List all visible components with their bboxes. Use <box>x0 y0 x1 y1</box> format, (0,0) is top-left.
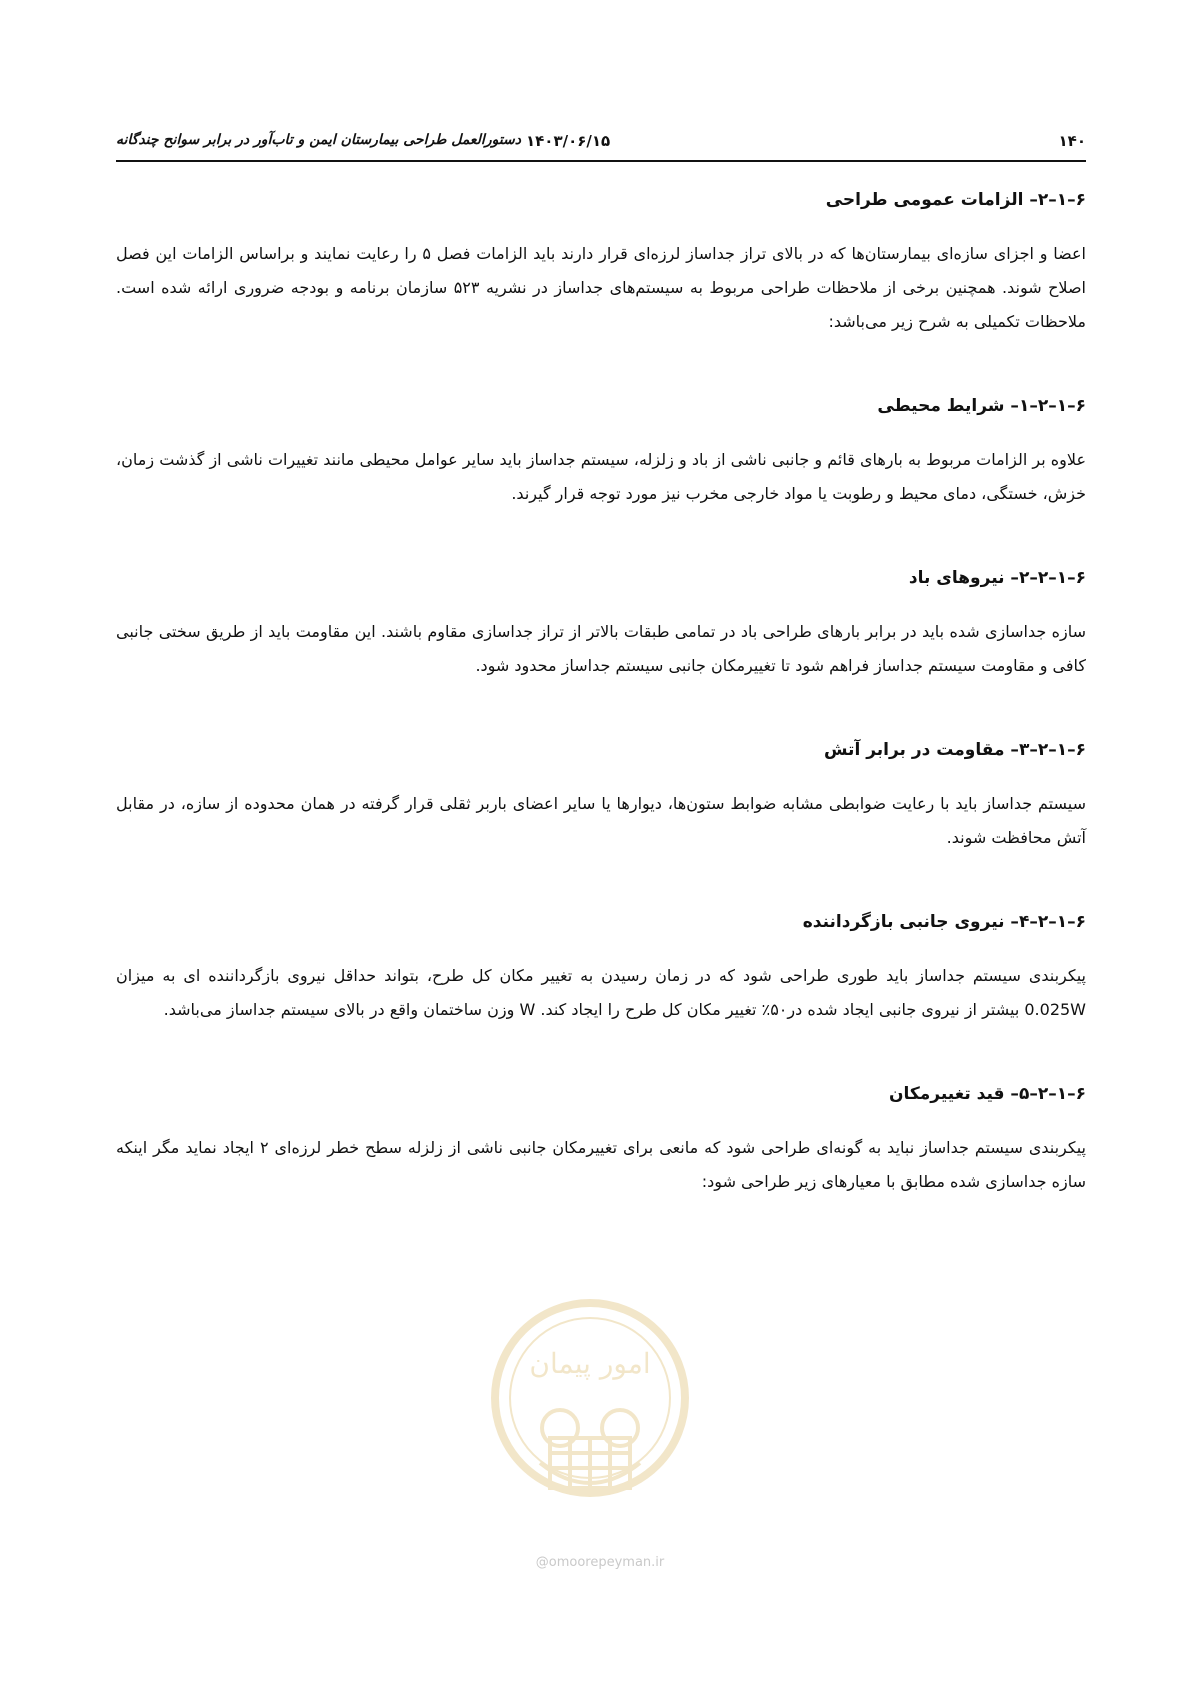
section-heading: ۶–۱–۲–۳– مقاومت در برابر آتش <box>824 740 1086 760</box>
section-restoring-force <box>116 907 1086 1027</box>
watermark-logo <box>470 1288 710 1588</box>
section-displacement-restraint <box>116 1079 1086 1199</box>
section-paragraph: سیستم جداساز باید با رعایت ضوابطی مشابه ضوابط ستون‌ها، دیوارها یا سایر اعضای باربر ثقلی قرار گرفته در همان محدوده از سازه، در مقابل آتش محافظت شوند. <box>116 794 1086 847</box>
header-date: ۱۴۰۳/۰۶/۱۵ <box>526 132 611 150</box>
watermark-url: @omoorepeyman.ir <box>535 1555 665 1570</box>
section-paragraph: علاوه بر الزامات مربوط به بارهای قائم و جانبی ناشی از باد و زلزله، سیستم جداساز باید سایر عوامل محیطی مانند تغییرات ناشی از گذشت زمان، خزش، خستگی، دمای محیط و رطوبت یا مواد خارجی مخرب نیز مورد توجه قرار گیرند. <box>116 450 1086 503</box>
section-paragraph: اعضا و اجزای سازه‌ای بیمارستان‌ها که در بالای تراز جداساز لرزه‌ای قرار دارند باید الزامات فصل ۵ را رعایت نمایند و براساس الزامات این فصل اصلاح شوند. همچنین برخی از ملاحظات طراحی مربوط به سیستم‌های جداساز در نشریه ۵۲۳ سازمان برنامه و بودجه ضروری ارائه شده است. ملاحظات تکمیلی به شرح زیر می‌باشد: <box>116 244 1086 331</box>
section-environmental-conditions <box>116 391 1086 511</box>
section-paragraph: پیکربندی سیستم جداساز نباید به گونه‌ای طراحی شود که مانعی برای تغییرمکان جانبی ناشی از زلزله سطح خطر لرزه‌ای ۲ ایجاد نماید مگر اینکه سازه جداسازی شده مطابق با معیارهای زیر طراحی شود: <box>116 1138 1086 1191</box>
section-fire-resistance <box>116 735 1086 855</box>
running-header <box>116 130 1086 162</box>
section-heading: ۶–۱–۲–۲– نیروهای باد <box>908 568 1086 588</box>
section-heading: ۶–۱–۲–۱– شرایط محیطی <box>877 396 1086 416</box>
section-wind-forces <box>116 563 1086 683</box>
section-paragraph: پیکربندی سیستم جداساز باید طوری طراحی شود که در زمان رسیدن به تغییر مکان کل طرح، بتواند حداقل نیروی بازگرداننده ای به میزان 0.025W بیشتر از نیروی جانبی ایجاد شده در۵۰٪ تغییر مکان کل طرح را ایجاد کند. W وزن ساختمان واقع در بالای سیستم جداساز می‌باشد. <box>116 966 1086 1019</box>
section-heading: ۶–۱–۲– الزامات عمومی طراحی <box>825 190 1086 210</box>
watermark-text: امور پیمان <box>529 1347 651 1380</box>
section-general-design-requirements <box>116 185 1086 339</box>
section-heading: ۶–۱–۲–۵– قید تغییرمکان <box>888 1084 1086 1104</box>
document-body <box>116 185 1086 1251</box>
document-title: دستورالعمل طراحی بیمارستان ایمن و تاب‌آور در برابر سوانح چندگانه <box>116 132 522 148</box>
section-heading: ۶–۱–۲–۴– نیروی جانبی بازگرداننده <box>802 912 1086 932</box>
section-paragraph: سازه جداسازی شده باید در برابر بارهای طراحی باد در تمامی طبقات بالاتر از تراز جداسازی مقاوم باشند. این مقاومت باید از طریق سختی جانبی کافی و مقاومت سیستم جداساز فراهم شود تا تغییرمکان جانبی سیستم جداساز محدود شود. <box>116 622 1086 675</box>
page-number: ۱۴۰ <box>1058 132 1086 150</box>
